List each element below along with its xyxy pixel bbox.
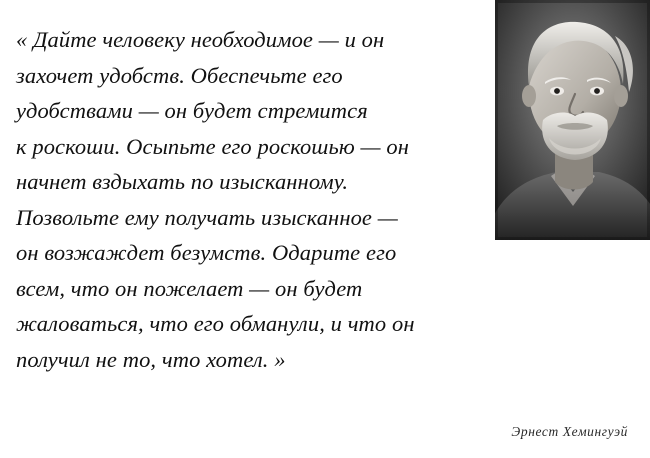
quote-line: удобствами — он будет стремится	[16, 98, 368, 123]
quote-line: захочет удобств. Обеспечьте его	[16, 62, 343, 88]
quote-line: начнет вздыхать по изысканному.	[16, 169, 349, 194]
quote-line: к роскоши. Осыпьте его роскошью — он	[16, 133, 409, 159]
quote-line: жаловаться, что его обманули, и что он	[16, 311, 415, 336]
quote-line: Позвольте ему получать изысканное —	[16, 204, 398, 230]
quote-line: получил не то, что хотел. »	[16, 346, 286, 372]
quote-line: « Дайте человеку необходимое — и он	[16, 27, 385, 52]
quote-text	[16, 22, 494, 377]
quote-author: Эрнест Хемингуэй	[511, 424, 628, 439]
quote-line: он возжаждет безумств. Одарите его	[16, 240, 397, 265]
portrait-photo	[495, 0, 650, 240]
quote-line: всем, что он пожелает — он будет	[16, 275, 363, 301]
